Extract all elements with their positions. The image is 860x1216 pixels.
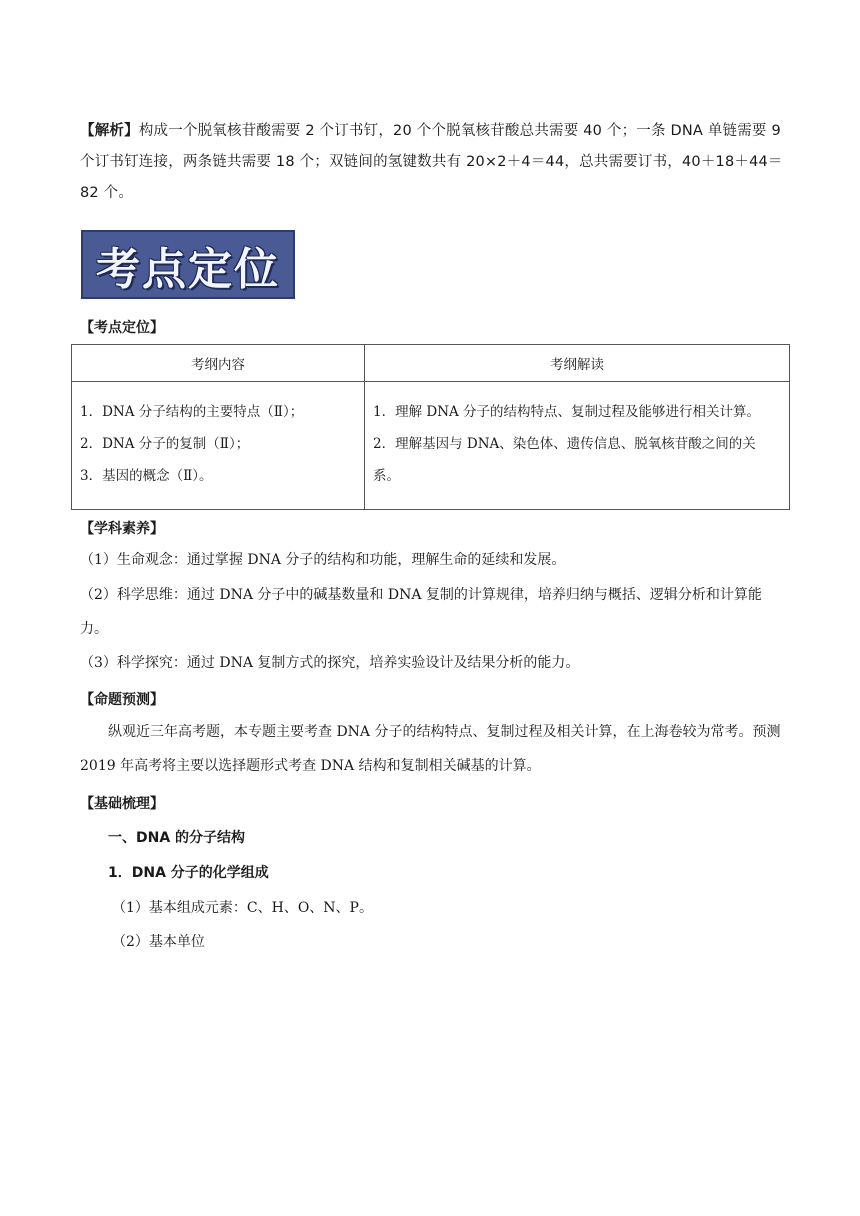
shuli-item-2: （2）基本单位: [112, 934, 205, 950]
analysis-text: 构成一个脱氧核苷酸需要 2 个订书钉，20 个个脱氧核苷酸总共需要 40 个；一条 DNA 单链需要 9 个订书钉连接，两条链共需要 18 个；双链间的氢键数共有 20×2＋4＝44，总共需要订书，40＋18＋44＝82 个。: [80, 123, 783, 201]
list-item: 1．理解 DNA 分子的结构特点、复制过程及能够进行相关计算。: [373, 404, 761, 420]
table-header-row: [72, 345, 790, 382]
shuli-item-1: （1）基本组成元素：C、H、O、N、P。: [112, 900, 373, 916]
suyang-item-3: （3）科学探究：通过 DNA 复制方式的探究，培养实验设计及结果分析的能力。: [80, 655, 580, 671]
table-header-content: 考纲内容: [72, 345, 365, 382]
kaodian-heading: 【考点定位】: [80, 320, 164, 336]
table-cell-content: [72, 382, 365, 510]
banner-text: 考点定位: [96, 243, 280, 295]
list-item: 2．理解基因与 DNA、染色体、遗传信息、脱氧核苷酸之间的关系。: [373, 436, 756, 484]
suyang-item-2: （2）科学思维：通过 DNA 分子中的碱基数量和 DNA 复制的计算规律，培养归纳与概括、逻辑分析和计算能力。: [80, 587, 762, 637]
list-item: 2．DNA 分子的复制（Ⅱ）；: [80, 436, 250, 452]
kaodian-banner-image: [81, 230, 295, 299]
analysis-paragraph: [80, 116, 785, 209]
list-item: 3．基因的概念（Ⅱ）。: [80, 468, 213, 484]
analysis-tag: 【解析】: [80, 123, 139, 139]
syllabus-table: [71, 344, 790, 510]
table-header-interpretation: 考纲解读: [365, 345, 790, 382]
yuce-heading: 【命题预测】: [80, 692, 164, 708]
yuce-text: 纵观近三年高考题，本专题主要考查 DNA 分子的结构特点、复制过程及相关计算，在上海卷较为常考。预测 2019 年高考将主要以选择题形式考查 DNA 结构和复制相关碱基的计算。: [80, 724, 781, 774]
subsection-title: 1．DNA 分子的化学组成: [108, 865, 269, 881]
table-cell-interpretation: [365, 382, 790, 510]
shuli-heading: 【基础梳理】: [80, 796, 164, 812]
list-item: 1．DNA 分子结构的主要特点（Ⅱ）；: [80, 404, 304, 420]
suyang-heading: 【学科素养】: [80, 521, 164, 537]
table-row: [72, 382, 790, 510]
section-title: 一、DNA 的分子结构: [108, 830, 246, 846]
suyang-item-1: （1）生命观念：通过掌握 DNA 分子的结构和功能，理解生命的延续和发展。: [80, 552, 566, 568]
